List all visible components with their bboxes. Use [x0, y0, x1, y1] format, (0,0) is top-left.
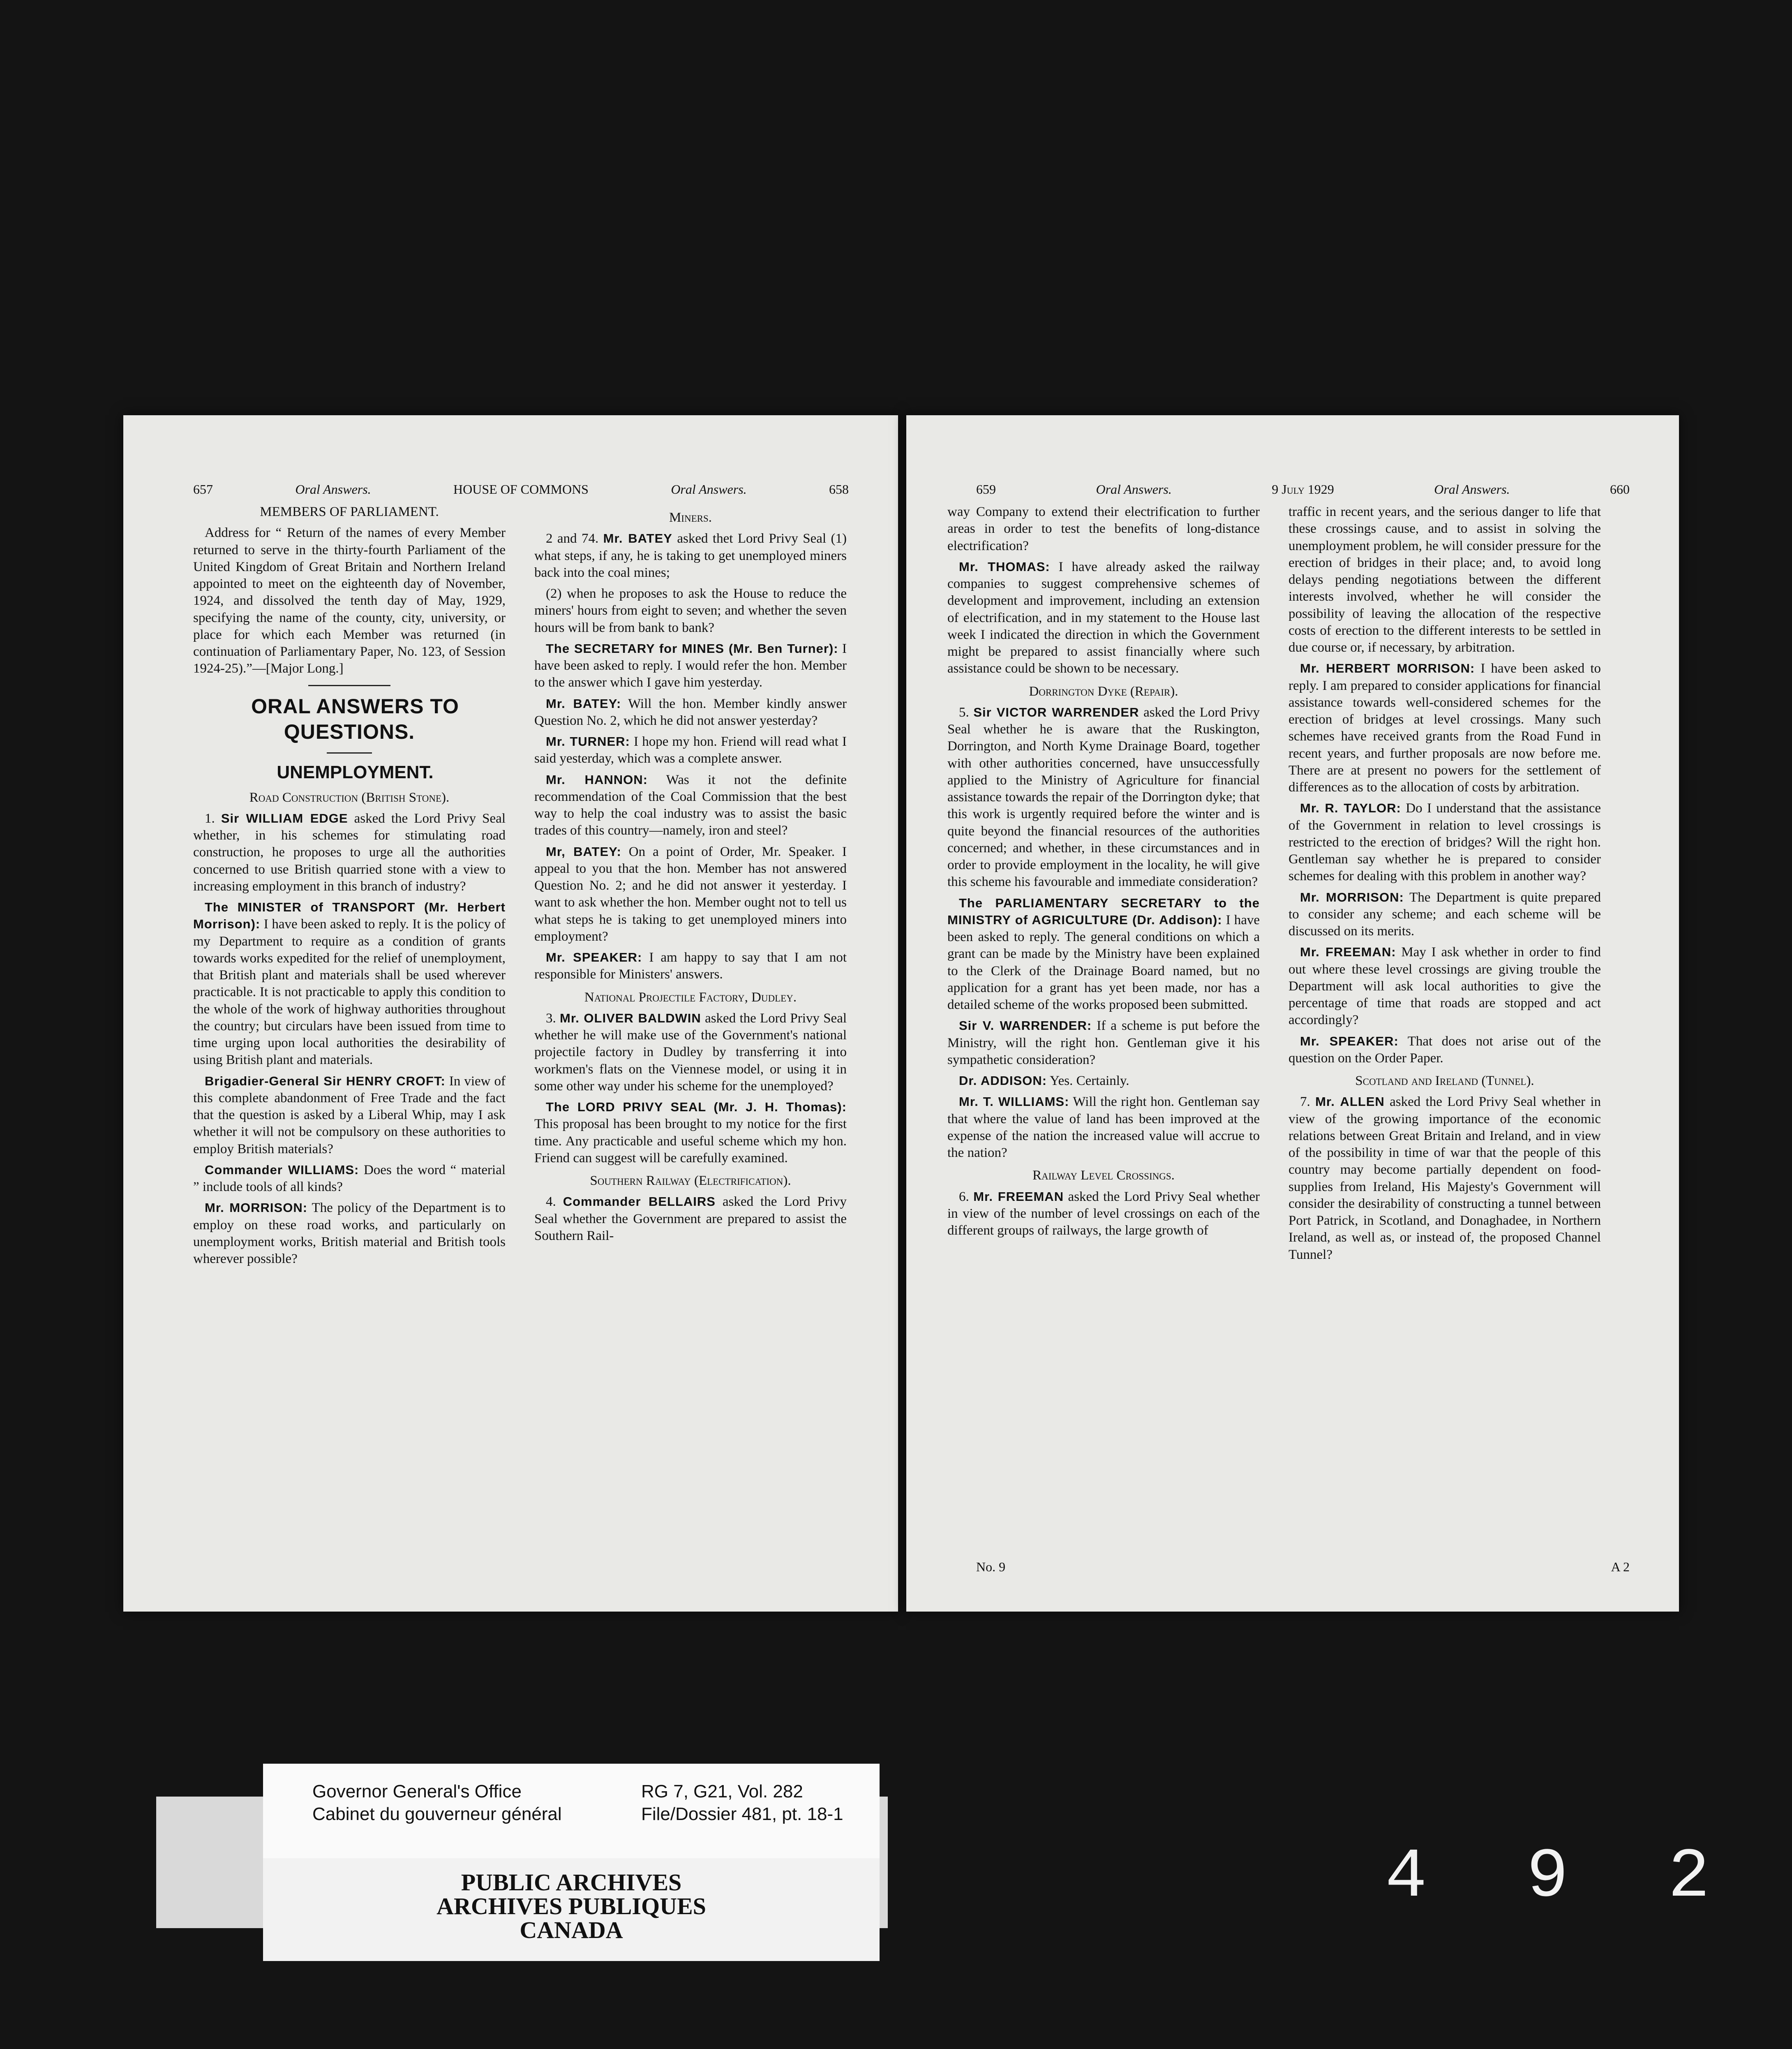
question-number: 1. [205, 811, 215, 826]
question-number: 7. [1300, 1094, 1310, 1110]
question-number: 6. [959, 1189, 969, 1204]
speech [193, 1162, 506, 1196]
speaker-name: Commander WILLIAMS: [205, 1162, 359, 1177]
speaker-name: The LORD PRIVY SEAL (Mr. J. H. Thomas): [546, 1100, 847, 1114]
speech-text: I have been asked to reply. I am prepared to consider applications for financial assistance towards well-considered schemes for the erection of bridges at level crossings. Many such schemes have received grants from the Road Fund in recent years, and further proposals are now before me. There are at present no powers for the settlement of differences as to the allocation of costs by arbitration. [1289, 661, 1601, 795]
speech-text: I have been asked to reply. I would refer the hon. Member to the answer which I gave him yesterday. [534, 641, 847, 690]
frame-number: 4 9 2 [1385, 1838, 1739, 1917]
speech [193, 1200, 506, 1267]
main-heading: ORAL ANSWERS TO QUESTIONS. [251, 694, 459, 743]
page-number: 659 [976, 481, 996, 497]
speaker-name: Mr. FREEMAN [973, 1189, 1064, 1204]
speech-text: Do I understand that the assistance of the Government in relation to level crossings is restricted to the erection of bridges? Will the right hon. Gentleman say whether he is prepared to consider schemes for dealing with this problem in another way? [1289, 801, 1601, 884]
speech-text: This proposal has been brought to my notice for the first time. Any practicable and useful scheme which my hon. Friend can suggest will be carefully examined. [534, 1117, 847, 1166]
running-title: Oral Answers. [1434, 481, 1510, 497]
speaker-name: Mr. BATEY [603, 531, 672, 546]
answer [1289, 660, 1601, 796]
record-group: RG 7, G21, Vol. 282 [641, 1781, 803, 1802]
speech [1289, 1033, 1601, 1067]
sub-heading: National Projectile Factory, Dudley. [584, 990, 797, 1005]
subject-heading: UNEMPLOYMENT. [277, 762, 434, 782]
speech [1289, 800, 1601, 885]
question-number: 5. [959, 705, 969, 720]
speech [1289, 889, 1601, 940]
speech [534, 733, 847, 768]
speaker-name: Mr. HANNON: [546, 772, 648, 787]
speech-text: Will the right hon. Gentleman say that where the value of land has been improved at the expense of the nation the increased value will accrue to the nation? [947, 1094, 1260, 1160]
file-dossier: File/Dossier 481, pt. 18-1 [641, 1804, 843, 1824]
sub-heading: Miners. [669, 510, 712, 525]
running-head-left [193, 477, 849, 502]
speaker-name: Mr. SPEAKER: [546, 950, 642, 964]
speech-text: May I ask whether in order to find out where these level crossings are giving trouble the Department will ask local authorities to give the percentage of time that roads are stopped and act accordingly? [1289, 945, 1601, 1028]
speech-text: asked the Lord Privy Seal whether he will make use of the Government's national projectile factory in Dudley by transferring it into workmen's flats on the Viennese model, or using it in some other way under his scheme for the unemployed? [534, 1011, 847, 1094]
speech-text: asked the Lord Privy Seal whether he is aware that the Ruskington, Dorrington, and North Kyme Drainage Board, together with other authorities concerned, have unsuccessfully applied to the Ministry of Agriculture for financial assistance towards the repair of the Dorrington dyke; that this work is urgently required before the winter and is quite beyond the financial resources of the authorities concerned; and whether, in these circumstances and in order to provide employment in the locality, he will give this scheme his favourable and immediate consideration? [947, 705, 1260, 890]
question [947, 704, 1260, 891]
signature-mark: A 2 [1611, 1559, 1630, 1574]
left-page [123, 415, 898, 1612]
running-title: Oral Answers. [671, 481, 747, 497]
speaker-name: Mr. R. TAYLOR: [1300, 801, 1401, 816]
public-archives-stamp [263, 1858, 880, 1961]
running-date: 9 July 1929 [1272, 481, 1334, 497]
answer [947, 559, 1260, 678]
speaker-name: Dr. ADDISON: [959, 1073, 1047, 1088]
sub-heading: Road Construction (British Stone). [249, 790, 450, 805]
left-column-1 [193, 504, 506, 1272]
speaker-name: Brigadier-General Sir HENRY CROFT: [205, 1073, 446, 1088]
question-number: 4. [546, 1194, 556, 1210]
speaker-name: Sir WILLIAM EDGE [221, 811, 348, 826]
divider [327, 752, 372, 754]
speaker-name: Commander BELLAIRS [563, 1194, 716, 1209]
page-footer [976, 1559, 1630, 1575]
speech-text: The Department is quite prepared to consider any scheme; and each scheme will be discussed on its merits. [1289, 890, 1601, 939]
sub-heading: Railway Level Crossings. [1032, 1168, 1175, 1183]
question [193, 810, 506, 895]
stamp-line: ARCHIVES PUBLIQUES [436, 1893, 706, 1919]
issue-number: No. 9 [976, 1559, 1006, 1574]
answer [193, 899, 506, 1069]
right-column-2 [1289, 504, 1601, 1267]
speech [534, 844, 847, 946]
sub-heading: Dorrington Dyke (Repair). [1029, 684, 1178, 699]
question [534, 1193, 847, 1244]
speech-text: On a point of Order, Mr. Speaker. I appeal to you that the hon. Member has not answered Question No. 2; and he did not answer it yesterday. I want to ask whether the hon. Member ought not to tell us what steps he is taking to get unemployed miners into employment? [534, 844, 847, 944]
running-center: HOUSE OF COMMONS [453, 481, 589, 497]
speech-text: asked the Lord Privy Seal whether, in his schemes for stimulating road construction, he proposes to urge all the authorities concerned to use British quarried stone with a view to increasing employment in this branch of industry? [193, 811, 506, 894]
sub-heading: Southern Railway (Electrification). [590, 1173, 791, 1188]
speech [193, 1073, 506, 1158]
speech-text: If a scheme is put before the Ministry, will the right hon. Gentleman give it his sympathetic consideration? [947, 1018, 1260, 1067]
speaker-name: Sir VICTOR WARRENDER [973, 705, 1139, 719]
archive-reference-card [263, 1764, 880, 1862]
speech-text: That does not arise out of the question on the Order Paper. [1289, 1034, 1601, 1066]
speech-text: I am happy to say that I am not responsible for Ministers' answers. [534, 950, 847, 982]
speaker-name: The PARLIAMENTARY SECRETARY to the MINISTRY of AGRICULTURE (Dr. Addison): [947, 895, 1260, 927]
speech [534, 696, 847, 730]
question [1289, 1094, 1601, 1263]
office-name-en: Governor General's Office [312, 1781, 522, 1802]
speech-text: In view of this complete abandonment of Free Trade and the fact that the question is asked by a Liberal Whip, may I ask whether it will not be compulsory on these authorities to employ British materials? [193, 1073, 506, 1156]
speech-text: I hope my hon. Friend will read what I said yesterday, which was a complete answer. [534, 734, 847, 766]
question-number: 2 and 74. [546, 531, 599, 546]
question [534, 1010, 847, 1095]
speaker-name: Mr. FREEMAN: [1300, 945, 1396, 960]
speaker-name: Sir V. WARRENDER: [959, 1018, 1092, 1033]
speech [534, 772, 847, 839]
speech [534, 949, 847, 983]
speech-text: asked the Lord Privy Seal whether the Government are prepared to assist the Southern Rail- [534, 1194, 847, 1243]
paragraph: (2) when he proposes to ask the House to reduce the miners' hours from eight to seven; and whether the seven hours will be from bank to bank? [534, 586, 847, 635]
speech [947, 1018, 1260, 1068]
right-column-1 [947, 504, 1260, 1243]
paragraph: way Company to extend their electrification to further areas in order to test the benefits of long-distance electrification? [947, 504, 1260, 553]
stamp-line: PUBLIC ARCHIVES [461, 1869, 682, 1896]
question [534, 530, 847, 581]
stamp-line: CANADA [520, 1917, 623, 1943]
speaker-name: Mr. SPEAKER: [1300, 1034, 1399, 1048]
question-number: 3. [546, 1011, 556, 1026]
running-head-right [976, 477, 1630, 502]
running-title: Oral Answers. [1096, 481, 1172, 497]
question [947, 1189, 1260, 1240]
speaker-name: Mr. BATEY: [546, 696, 621, 711]
sub-heading: Scotland and Ireland (Tunnel). [1355, 1073, 1534, 1088]
paragraph: traffic in recent years, and the serious danger to life that these crossings cause, and to assist in solving the unemployment problem, he will consider pressure for the erection of bridges in their place; and, to avoid long delays pending negotiations between the different interests involved, whether he will consider the possibility of leaving the allocation of the respective costs of erection to the different interests to be settled in due course or, if necessary, by arbitration. [1289, 504, 1601, 655]
page-number: 658 [829, 481, 849, 497]
running-title: Oral Answers. [295, 481, 371, 497]
speech-text: I have been asked to reply. The general conditions on which a grant can be made by the Ministry have been explained to the Clerk of the Drainage Board named, but no application for a grant has yet been made, nor has a detailed scheme of the works proposed been submitted. [947, 912, 1260, 1012]
speaker-name: Mr. ALLEN [1315, 1094, 1385, 1109]
speaker-name: Mr. TURNER: [546, 734, 630, 749]
answer [534, 1099, 847, 1167]
speech-text: asked the Lord Privy Seal whether in view of the growing importance of the economic relations between Great Britain and Ireland, and in view of the possibility in time of war that the people of this country may become partially dependent on food-supplies from Ireland, His Majesty's Government will consider the desirability of constructing a tunnel between Port Patrick, in Scotland, and Donaghadee, in Northern Ireland, as well as, or instead of, the proposed Channel Tunnel? [1289, 1094, 1601, 1262]
paragraph: Address for “ Return of the names of every Member returned to serve in the thirty-fourth Parliament of the United Kingdom of Great Britain and Northern Ireland appointed to meet on the eighteenth day of November, 1924, and dissolved the tenth day of May, 1929, specifying the name of the county, city, university, or place for which each Member was returned (in continuation of Parliamentary Paper, No. 123, of Session 1924-25).”—[Major Long.] [193, 525, 506, 676]
speech-text: I have been asked to reply. It is the policy of my Department to require as a condition of grants towards works expedited for the relief of unemployment, that British plant and materials shall be used wherever practicable. It is not practicable to apply this condition to the whole of the work of highway authorities throughout the country; but circulars have been issued from time to time urging upon local authorities the desirability of using British plant and materials. [193, 917, 506, 1068]
right-page [906, 415, 1679, 1612]
page-number: 657 [193, 481, 213, 497]
speech-text: Yes. Certainly. [1047, 1073, 1129, 1088]
speech [947, 1094, 1260, 1161]
speaker-name: Mr. HERBERT MORRISON: [1300, 661, 1475, 676]
speech-text: I have already asked the railway companies to suggest comprehensive schemes of development and improvement, including an extension of electrification, and in my statement to the House last week I indicated the direction in which the Government might be prepared to assist financially where such assistance could be shown to be necessary. [947, 559, 1260, 676]
section-heading: MEMBERS OF PARLIAMENT. [260, 504, 439, 519]
speech-text: The policy of the Department is to employ on these road works, and particularly on unemployment works, British material and British tools wherever possible? [193, 1200, 506, 1266]
speaker-name: The MINISTER of TRANSPORT (Mr. Herbert Morrison): [193, 900, 506, 932]
speech-text: Was it not the definite recommendation of the Coal Commission that the best way to help the coal industry was to assist the basic trades of this country—namely, iron and steel? [534, 772, 847, 838]
speech [1289, 944, 1601, 1029]
speech [947, 1073, 1260, 1089]
speech-text: asked thet Lord Privy Seal (1) what steps, if any, he is taking to get unemployed miners back into the coal mines; [534, 531, 847, 580]
office-name-fr: Cabinet du gouverneur général [312, 1804, 562, 1824]
divider [308, 685, 390, 686]
speech-text: Does the word “ material ” include tools of all kinds? [193, 1162, 506, 1194]
left-column-2 [534, 504, 847, 1249]
speaker-name: Mr, BATEY: [546, 844, 621, 859]
speaker-name: Mr. MORRISON: [205, 1200, 308, 1215]
speaker-name: Mr. OLIVER BALDWIN [560, 1011, 701, 1025]
page-number: 660 [1610, 481, 1630, 497]
answer [947, 895, 1260, 1014]
speech-text: Will the hon. Member kindly answer Question No. 2, which he did not answer yesterday? [534, 696, 847, 728]
speaker-name: The SECRETARY for MINES (Mr. Ben Turner): [546, 641, 838, 656]
answer [534, 641, 847, 691]
speaker-name: Mr. T. WILLIAMS: [959, 1094, 1069, 1109]
speech-text: asked the Lord Privy Seal whether in view of the number of level crossings on each of the different groups of railways, the large growth of [947, 1189, 1260, 1238]
speaker-name: Mr. MORRISON: [1300, 890, 1404, 904]
speaker-name: Mr. THOMAS: [959, 559, 1050, 574]
